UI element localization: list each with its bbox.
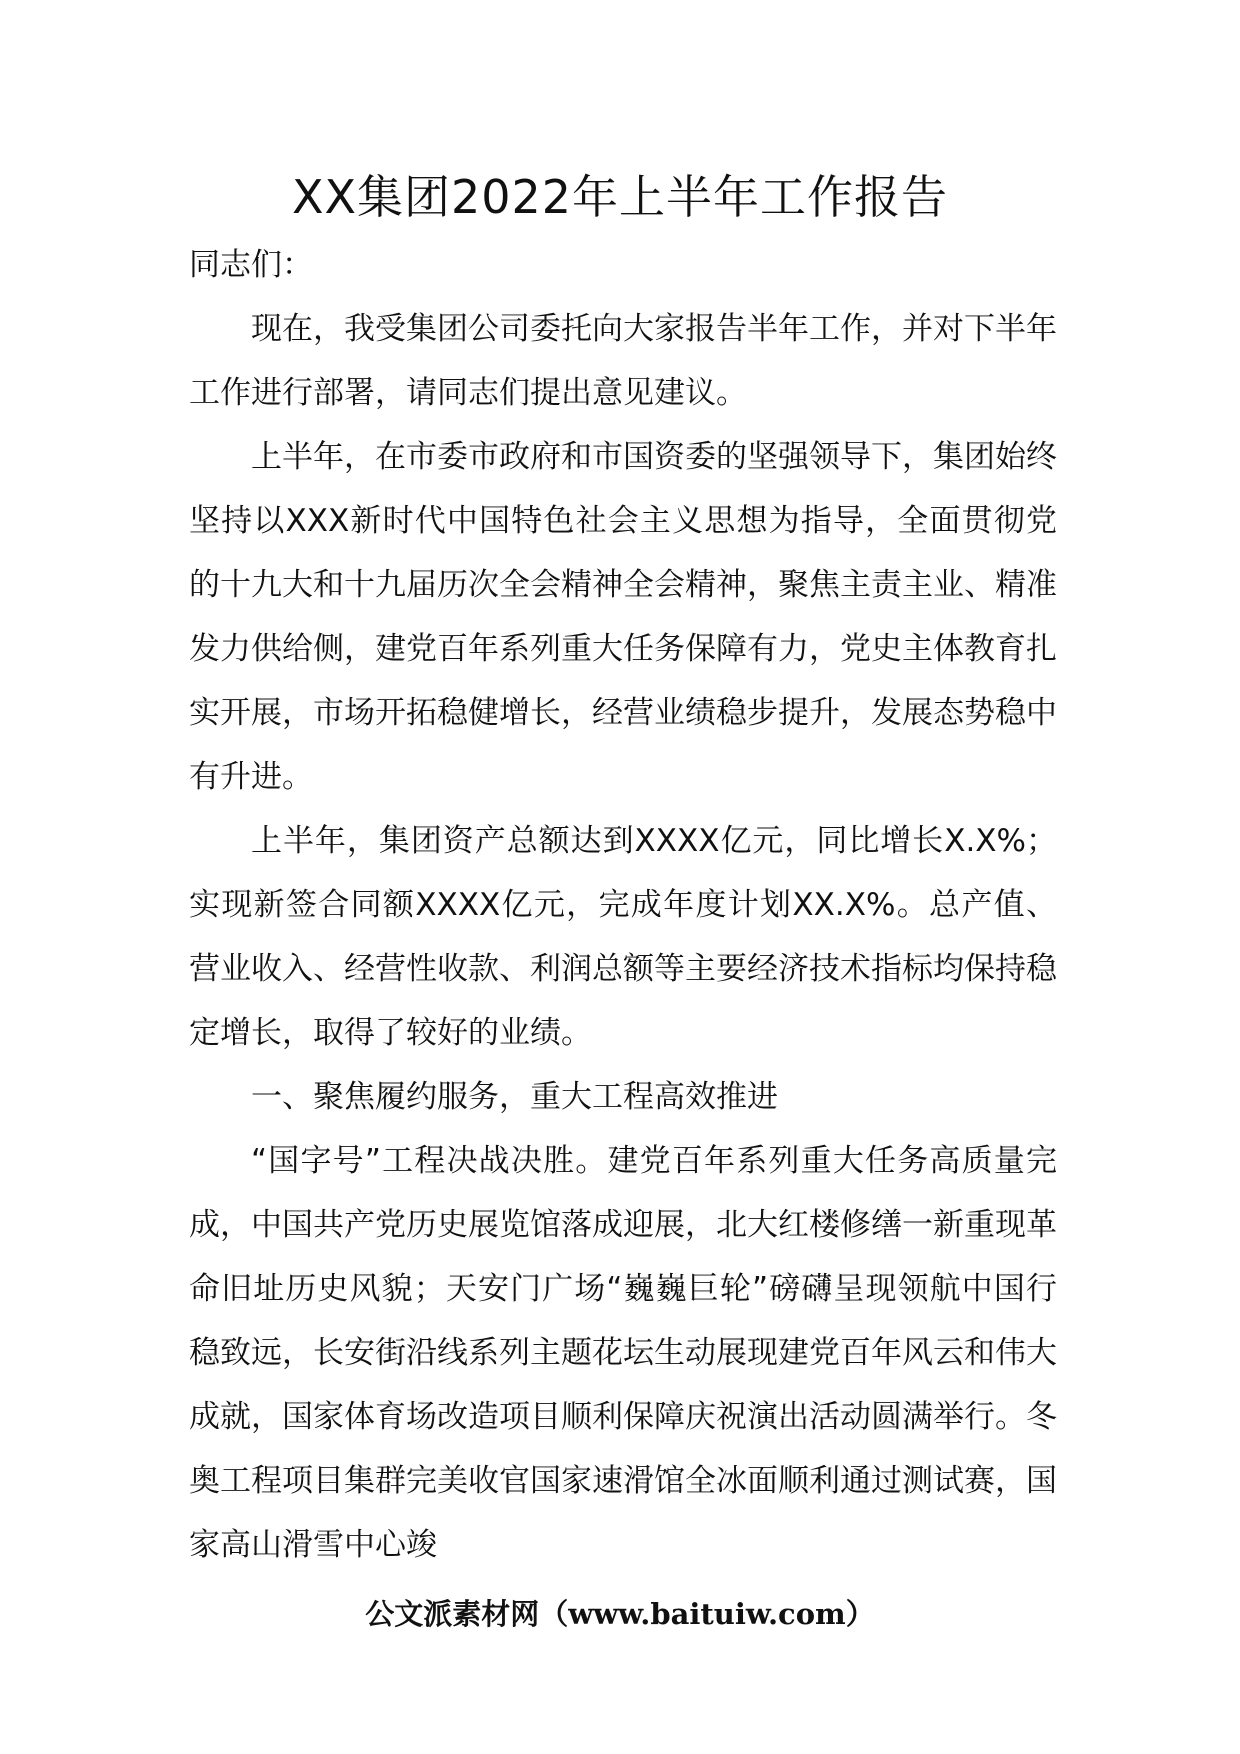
paragraph-overview: 上半年，在市委市政府和市国资委的坚强领导下，集团始终坚持以XXX新时代中国特色社会主义思想为指导，全面贯彻党的十九大和十九届历次全会精神全会精神，聚焦主责主业、精准发力供给侧，建党百年系列重大任务保障有力，党史主体教育扎实开展，市场开拓稳健增长，经营业绩稳步提升，发展态势稳中有升进。 xyxy=(189,439,1057,795)
footer-watermark: 公文派素材网（www.baituiw.com） xyxy=(365,1597,875,1631)
paragraph-intro: 现在，我受集团公司委托向大家报告半年工作，并对下半年工作进行部署，请同志们提出意见建议。 xyxy=(189,311,1057,411)
document-body xyxy=(189,233,1057,1577)
salutation: 同志们： xyxy=(189,247,313,283)
paragraph-section-1: “国字号”工程决战决胜。建党百年系列重大任务高质量完成，中国共产党历史展览馆落成迎展，北大红楼修缮一新重现革命旧址历史风貌；天安门广场“巍巍巨轮”磅礴呈现领航中国行稳致远，长安街沿线系列主题花坛生动展现建党百年风云和伟大成就，国家体育场改造项目顺利保障庆祝演出活动圆满举行。冬奥工程项目集群完美收官国家速滑馆全冰面顺利通过测试赛，国家高山滑雪中心竣 xyxy=(189,1143,1057,1563)
section-heading: 一、聚焦履约服务，重大工程高效推进 xyxy=(251,1079,778,1115)
document-title: XX集团2022年上半年工作报告 xyxy=(291,170,949,224)
paragraph-figures: 上半年，集团资产总额达到XXXX亿元，同比增长X.X%；实现新签合同额XXXX亿元，完成年度计划XX.X%。总产值、营业收入、经营性收款、利润总额等主要经济技术指标均保持稳定增长，取得了较好的业绩。 xyxy=(189,823,1057,1051)
